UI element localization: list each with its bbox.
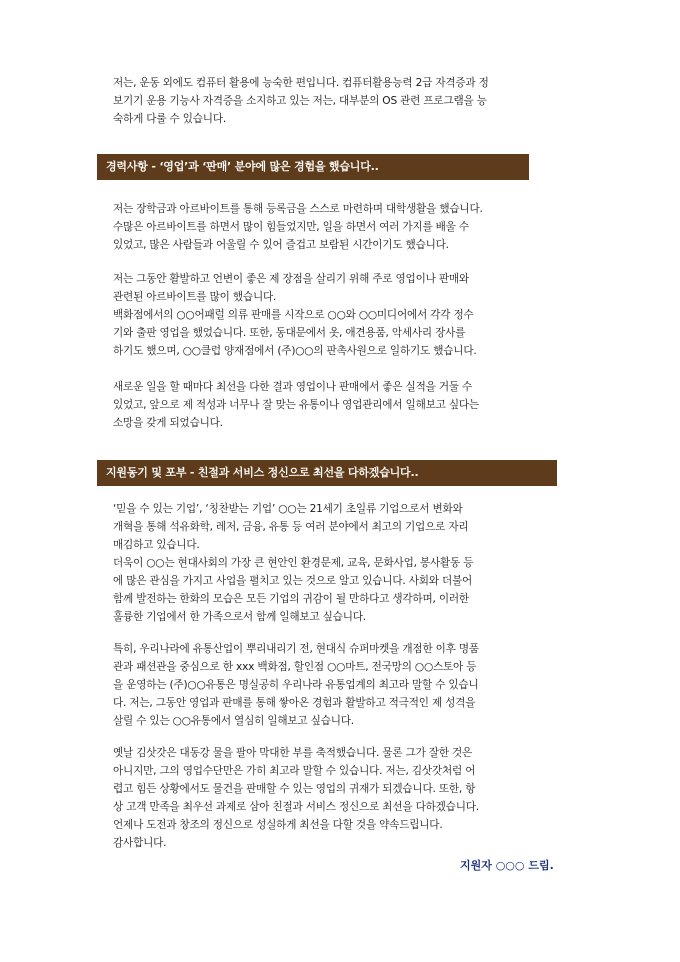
text-line: 을 운영하는 (주)○○유통은 명실공히 우리나라 유통업계의 최고라 말할 수 있습니	[113, 679, 479, 691]
text-line: 기와 출판 영업을 했었습니다. 또한, 동대문에서 옷, 애견용품, 악세사리 장사를	[113, 327, 466, 339]
text-line: 더욱이 ○○는 현대사회의 가장 큰 현안인 환경문제, 교육, 문화사업, 봉사활동 등	[113, 557, 474, 569]
text-line: 개혁을 통해 석유화학, 레저, 금융, 유통 등 여러 분야에서 최고의 기업으로 자리	[113, 521, 469, 533]
text-line: 에 많은 관심을 가지고 사업을 펼치고 있는 것으로 알고 있습니다. 사회와 더불어	[113, 575, 473, 587]
text-line: 하기도 했으며, ○○클럽 양재점에서 (주)○○의 판촉사원으로 일하기도 했습니다.	[113, 345, 477, 357]
text-line: 매김하고 있습니다.	[113, 539, 200, 551]
career-paragraph-3	[113, 378, 565, 432]
text-line: 관과 패션관을 중심으로 한 xxx 백화점, 할인점 ○○마트, 전국망의 ○○스토아 등	[113, 661, 477, 673]
section-banner-career: 경력사항 - ‘영업’과 ‘판매’ 분야에 많은 경험을 했습니다..	[97, 154, 529, 180]
text-line: ‘믿을 수 있는 기업’, ‘칭찬받는 기업’ ○○는 21세기 초일류 기업으로서 변화와	[113, 503, 463, 515]
text-line: 소망을 갖게 되었습니다.	[113, 417, 223, 429]
text-line: 함께 발전하는 한화의 모습은 모든 기업의 귀감이 될 만하다고 생각하며, 이러한	[113, 593, 469, 605]
text-line: 저는 장학금과 아르바이트를 통해 등록금을 스스로 마련하며 대학생활을 했습니다.	[113, 203, 483, 215]
text-line: 있었고, 앞으로 제 적성과 너무나 잘 맞는 유통이나 영업관리에서 일해보고 싶다는	[113, 399, 479, 411]
text-line: 살릴 수 있는 ○○유통에서 열심히 일해보고 싶습니다.	[113, 715, 354, 727]
text-line: 백화점에서의 ○○어패럴 의류 판매를 시작으로 ○○와 ○○미디어에서 각각 정수	[113, 309, 474, 321]
career-paragraph-2	[113, 270, 565, 360]
text-line: 새로운 일을 할 때마다 최선을 다한 결과 영업이나 판매에서 좋은 실적을 거둘 수	[113, 381, 473, 393]
intro-paragraph	[113, 74, 565, 128]
text-line: 관련된 아르바이트를 많이 했습니다.	[113, 291, 277, 303]
text-line: 수많은 아르바이트를 하면서 많이 힘들었지만, 일을 하면서 여러 가지를 배울 수	[113, 221, 469, 233]
text-line: 훌륭한 기업에서 한 가족으로서 함께 일해보고 싶습니다.	[113, 611, 366, 623]
motivation-paragraph-1	[113, 500, 565, 626]
text-line: 다. 저는, 그동안 영업과 판매를 통해 쌓아온 경험과 활발하고 적극적인 제 성격을	[113, 697, 476, 709]
text-line: 저는, 운동 외에도 컴퓨터 활용에 능숙한 편입니다. 컴퓨터활용능력 2급 자격증과 정	[113, 77, 489, 89]
signature: 지원자 ○○○ 드림.	[460, 859, 554, 872]
text-line: 저는 그동안 활발하고 언변이 좋은 제 장점을 살리기 위해 주로 영업이나 판매와	[113, 273, 469, 285]
text-line: 상 고객 만족을 최우선 과제로 삼아 친절과 서비스 정신으로 최선을 다하겠습니다.	[113, 801, 479, 813]
text-line: 보기기 운용 기능사 자격증을 소지하고 있는 저는, 대부분의 OS 관련 프로그램을 능	[113, 95, 487, 107]
text-line: 감사합니다.	[113, 837, 167, 849]
text-line: 특히, 우리나라에 유통산업이 뿌리내리기 전, 현대식 슈퍼마켓을 개점한 이후 명품	[113, 643, 479, 655]
section-banner-motivation: 지원동기 및 포부 - 친절과 서비스 정신으로 최선을 다하겠습니다..	[97, 460, 557, 486]
motivation-paragraph-3	[113, 744, 565, 852]
text-line: 아니지만, 그의 영업수단만은 가히 최고라 말할 수 있습니다. 저는, 김삿갓처럼 어	[113, 765, 476, 777]
motivation-paragraph-2	[113, 640, 565, 730]
text-line: 옛날 김삿갓은 대동강 물을 팔아 막대한 부를 축적했습니다. 물론 그가 잘한 것은	[113, 747, 473, 759]
text-line: 렵고 힘든 상황에서도 물건을 판매할 수 있는 영업의 귀재가 되겠습니다. 또한, 항	[113, 783, 476, 795]
text-line: 언제나 도전과 창조의 정신으로 성실하게 최선을 다할 것을 약속드립니다.	[113, 819, 443, 831]
text-line: 숙하게 다룰 수 있습니다.	[113, 113, 227, 125]
career-paragraph-1	[113, 200, 565, 254]
text-line: 있었고, 많은 사람들과 어울릴 수 있어 즐겁고 보람된 시간이기도 했습니다.	[113, 239, 449, 251]
